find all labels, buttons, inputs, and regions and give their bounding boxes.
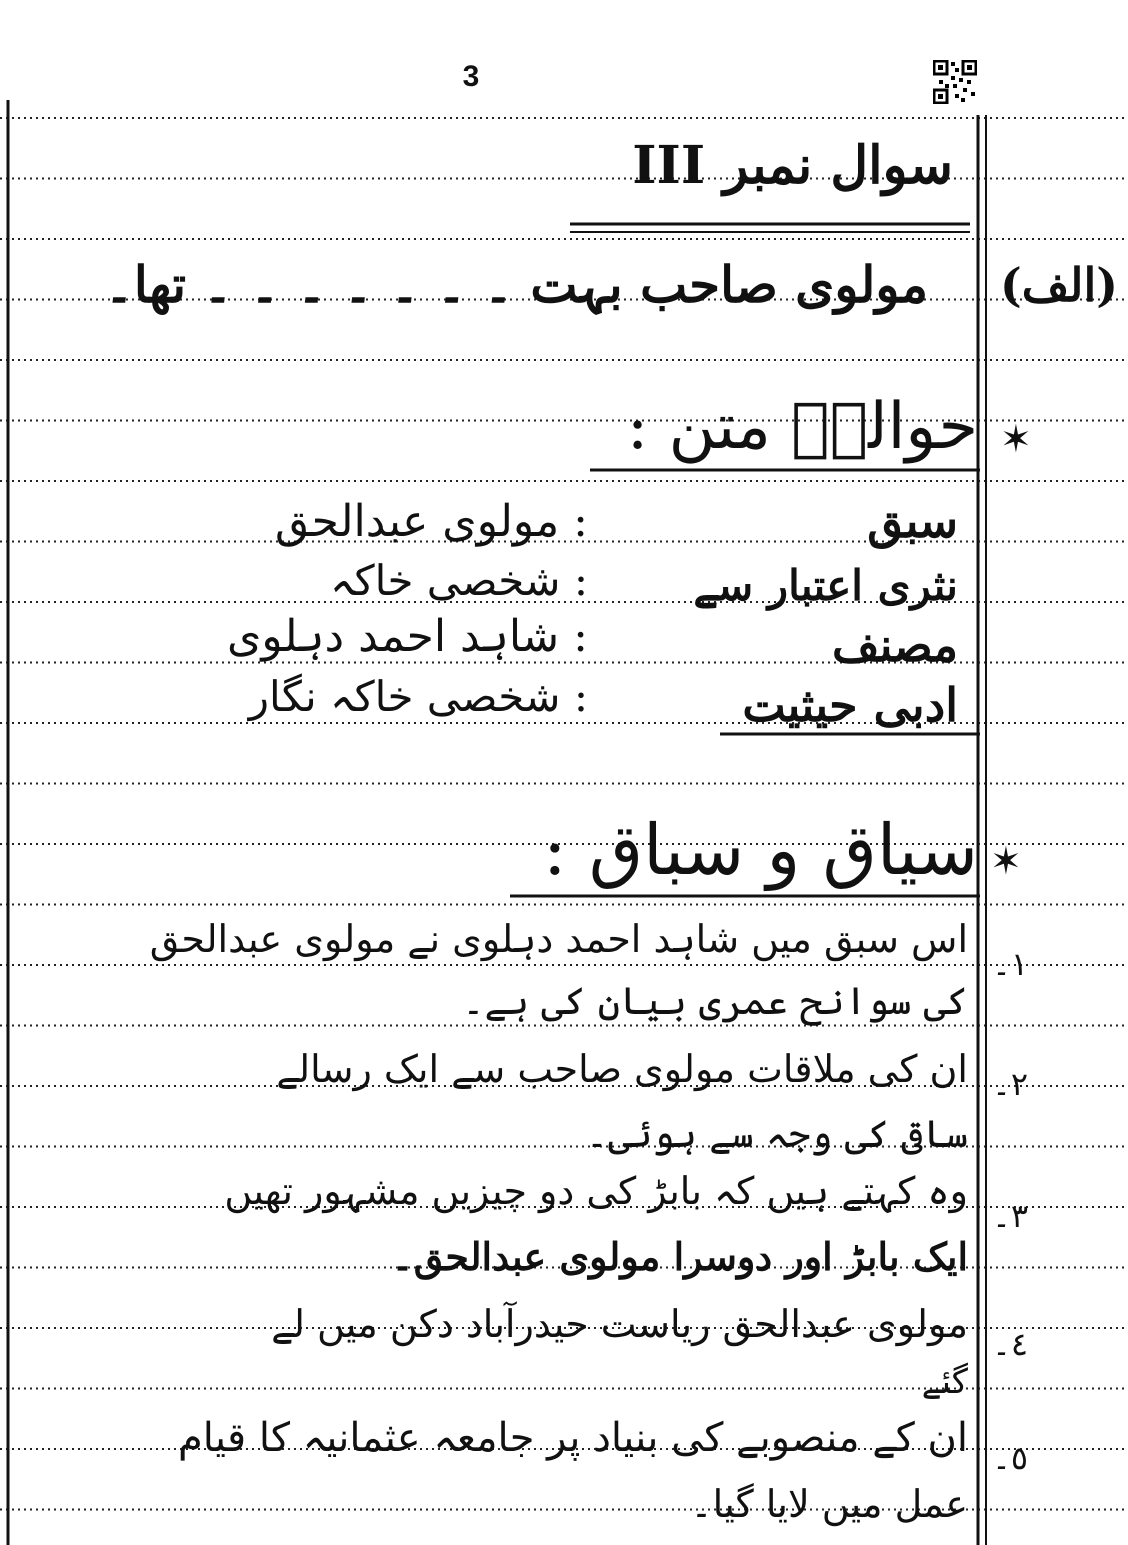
point-line: گئے (921, 1362, 968, 1402)
point-line: وہ کہتے ہیں کہ بابڑ کی دو چیزیں مشہور تھیں (224, 1169, 968, 1213)
ref-label-author: مصنف (831, 618, 958, 672)
point-line: ساقی کی وجہ سے ہوئی۔ (585, 1112, 968, 1156)
page-number: 3 (462, 60, 480, 93)
star-bullet: ✶ (990, 839, 1022, 883)
point-number: ٤۔ (992, 1325, 1028, 1363)
point-line: عمل میں لایا گیا۔ (690, 1482, 968, 1526)
question-title: سوال نمبر III (632, 135, 953, 196)
part-label: (الف) (1000, 258, 1118, 312)
ref-value-lesson: : مولوی عبدالحق (274, 496, 588, 547)
point-line: ایک بابڑ اور دوسرا مولوی عبدالحق۔ (391, 1234, 968, 1279)
ref-label-prose: نثری اعتبار سے (693, 561, 958, 610)
ref-value-prose: : شخصی خاکہ (330, 556, 588, 605)
summary-underline (510, 892, 980, 902)
point-line: مولوی عبدالحق ریاست حیدرآباد دکن میں لے (271, 1302, 968, 1346)
point-number: ٣۔ (992, 1197, 1028, 1235)
context-underline (590, 466, 980, 476)
status-underline (720, 730, 980, 740)
qr-code-icon (933, 60, 977, 104)
title-underline (570, 218, 970, 242)
ref-value-status: : شخصی خاکہ نگار (248, 672, 588, 721)
summary-heading: سیاق و سباق : (543, 809, 978, 891)
ref-label-lesson: سبق (867, 494, 958, 548)
part-sentence: مولوی صاحب بہت ۔ ۔ ۔ ۔ ۔ ۔ ۔ تھا۔ (104, 255, 928, 314)
point-number: ٢۔ (992, 1065, 1028, 1103)
ref-value-author: : شاہد احمد دہلوی (226, 611, 588, 662)
ref-label-status: ادبی حیثیت (742, 678, 958, 732)
point-line: کی سوانح عمری بیان کی ہے۔ (462, 979, 968, 1023)
context-heading: حوالہٗ متن : (626, 390, 978, 464)
point-line: ان کے منصوبے کی بنیاد پر جامعہ عثمانیہ کا قیام (177, 1415, 968, 1461)
point-line: ان کی ملاقات مولوی صاحب سے ایک رسالے (276, 1047, 968, 1091)
star-bullet: ✶ (1000, 417, 1032, 461)
point-number: ١۔ (992, 945, 1028, 983)
point-line: اس سبق میں شاہد احمد دہلوی نے مولوی عبدالحق (149, 917, 968, 961)
point-number: ٥۔ (992, 1439, 1028, 1477)
